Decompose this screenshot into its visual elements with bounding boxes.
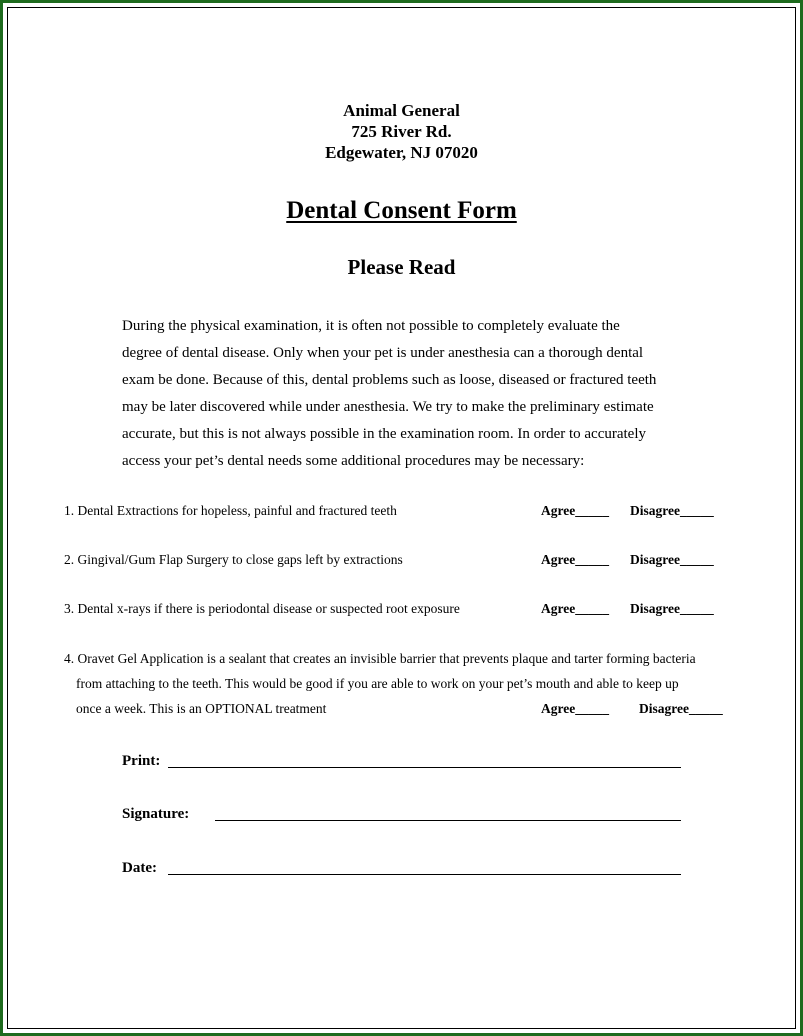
print-line[interactable] [168,767,681,768]
date-label: Date: [122,860,157,876]
item-2-disagree[interactable]: Disagree_____ [630,552,714,567]
signature-label: Signature: [122,806,190,822]
item-4-disagree[interactable]: Disagree_____ [639,701,723,716]
item-2-agree[interactable]: Agree_____ [541,552,609,567]
practice-city: Edgewater, NJ 07020 [325,143,478,162]
practice-street: 725 River Rd. [351,122,452,141]
item-2-text: 2. Gingival/Gum Flap Surgery to close gaps left by extractions [64,552,403,567]
intro-line: degree of dental disease. Only when your pet is under anesthesia can a thorough dental [122,345,644,361]
intro-line: exam be done. Because of this, dental problems such as loose, diseased or fractured teeth [122,372,657,388]
intro-line: may be later discovered while under anesthesia. We try to make the preliminary estimate [122,399,654,415]
item-1-disagree[interactable]: Disagree_____ [630,503,714,518]
item-4-line: from attaching to the teeth. This would be good if you are able to work on your pet’s mouth and able to keep up [76,676,679,691]
item-3-agree[interactable]: Agree_____ [541,601,609,616]
item-4-agree[interactable]: Agree_____ [541,701,609,716]
item-1-text: 1. Dental Extractions for hopeless, painful and fractured teeth [64,503,397,518]
item-4-line: once a week. This is an OPTIONAL treatment [76,701,327,716]
form-subtitle: Please Read [347,255,456,279]
print-label: Print: [122,753,161,769]
signature-line[interactable] [215,820,681,821]
item-1-agree[interactable]: Agree_____ [541,503,609,518]
intro-line: During the physical examination, it is often not possible to completely evaluate the [122,318,620,334]
intro-paragraph [122,313,692,475]
date-line[interactable] [168,874,681,875]
item-3-disagree[interactable]: Disagree_____ [630,601,714,616]
item-4-line: 4. Oravet Gel Application is a sealant that creates an invisible barrier that prevents plaque and tarter forming bacteria [64,651,696,666]
intro-line: accurate, but this is not always possible in the examination room. In order to accurately [122,426,647,442]
form-title: Dental Consent Form [286,197,517,224]
intro-line: access your pet’s dental needs some additional procedures may be necessary: [122,453,585,469]
practice-name: Animal General [343,101,460,120]
item-3-text: 3. Dental x-rays if there is periodontal disease or suspected root exposure [64,601,460,616]
